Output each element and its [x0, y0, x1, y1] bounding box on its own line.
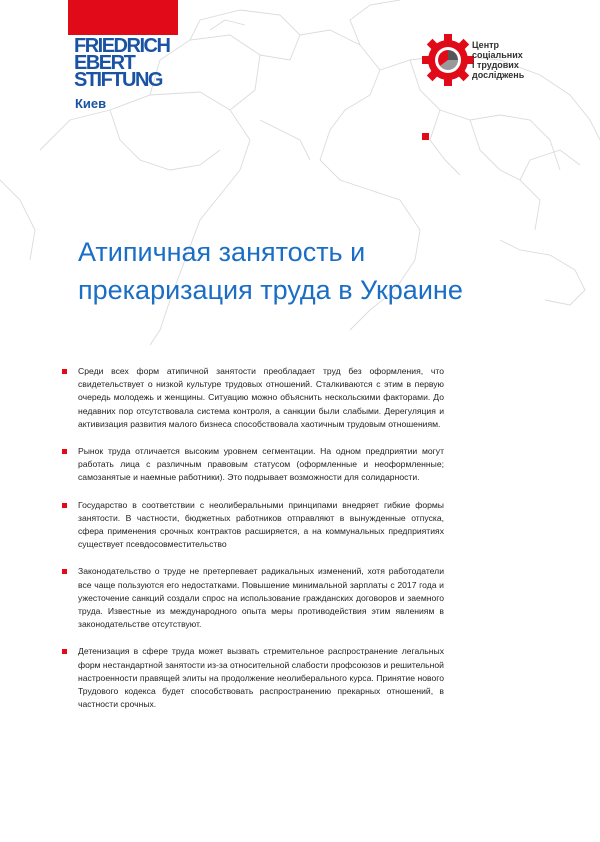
bullet-text: Среди всех форм атипичной занятости преобладает труд без оформления, что свидетельствует о низкой культуре трудовых отношений. Сталкиваются с этим в первую очередь молодежь и женщины. Ситуацию можно объяснить нескольскими факторами. До недавних пор отсутствовала система контроля, а санкции были слабыми. Дерегуляция и активизация развития малого бизнеса способствовала хаотичным трудовым отношениям. [78, 366, 444, 429]
bullet-text: Детенизация в сфере труда может вызвать стремительное распространение легальных форм нестандартной занятости из-за относительной слабости профсоюзов и решительной настроенности правящей элиты на продолжение неолиберального курса. Принятие нового Трудового кодекса будет способствовать распространению прекарных отношений, в частности срочных. [78, 646, 444, 710]
fes-logo-line-1: FRIEDRICH [74, 35, 170, 57]
cssd-line-3: і трудових [472, 60, 519, 70]
bullet-marker [62, 569, 67, 574]
bullet-marker [62, 449, 67, 454]
list-item [62, 565, 444, 631]
list-item [62, 365, 444, 431]
fes-logo-line-3: STIFTUNG [74, 69, 162, 91]
bullet-marker [62, 503, 67, 508]
cssd-line-1: Центр [472, 40, 500, 50]
cssd-line-2: соціальних [472, 50, 523, 60]
title-line-2: прекаризация труда в Украине [78, 275, 463, 305]
bullet-text: Законодательство о труде не претерпевает радикальных изменений, хотя работодатели все чаще пользуются его недостатками. Повышение минимальной зарплаты с 2017 года и ужесточение санкций создали спрос на использование гражданских договоров и заемного труда. Известные из международного опыта меры противодействия этим явлениям в законодательстве отсутствуют. [78, 566, 444, 630]
cssd-line-4: досліджень [472, 70, 525, 80]
bullet-marker [62, 369, 67, 374]
accent-dot [422, 133, 429, 140]
title-line-1: Атипичная занятость и [78, 237, 366, 267]
red-header-block [68, 0, 178, 35]
list-item [62, 499, 444, 552]
list-item [62, 445, 444, 485]
page-title [78, 233, 578, 309]
cssd-logo-text [472, 40, 552, 80]
fes-logo-line-2: EBERT [74, 52, 135, 74]
bullet-text: Рынок труда отличается высоким уровнем сегментации. На одном предприятии могут работать лица с различным правовым статусом (оформленные и неоформленные; самозанятые и наемные работники). Это подрывает возможности для солидарности. [78, 446, 444, 483]
city-label: Киев [75, 96, 107, 111]
bullet-marker [62, 649, 67, 654]
bullet-text: Государство в соответствии с неолиберальными принципами внедряет гибкие формы занятости. В частности, бюджетных работников отправляют в вынужденные отпуска, сфера применения срочных контрактов расширяется, а на коммунальных предприятиях существует псевдосовместительство [78, 499, 444, 550]
fes-logo [74, 35, 184, 91]
summary-bullets [62, 365, 444, 725]
list-item [62, 645, 444, 711]
